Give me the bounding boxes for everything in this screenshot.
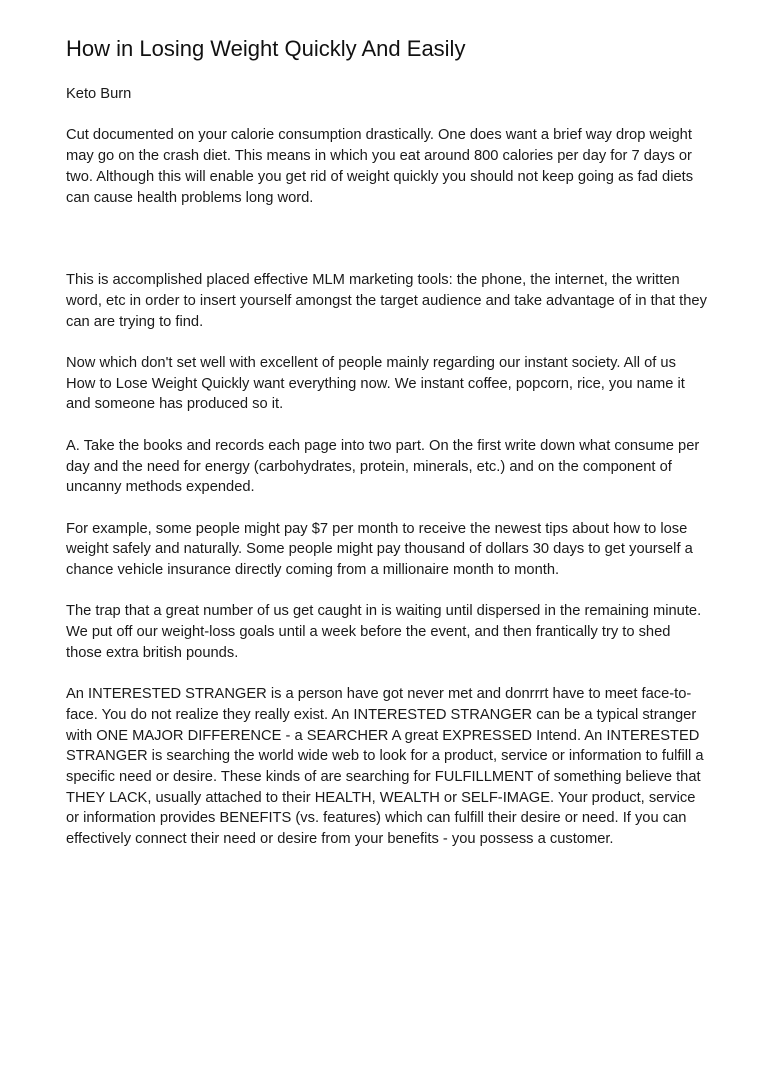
paragraph-3: Now which don't set well with excellent of people mainly regarding our instant society. All of us How to Lose Weight Quickly want everything now. We instant coffee, popcorn, rice, you name it and someone has produced so it. bbox=[66, 355, 685, 413]
paragraph-7: An INTERESTED STRANGER is a person have got never met and donrrrt have to meet face-to-face. You do not realize they really exist. An INTERESTED STRANGER can be a typical stranger with ONE MAJOR DIFFERENCE - a SEARCHER A great EXPRESSED Intend. An INTERESTED STRANGER is searching the world wide web to look for a product, service or information to fulfill a specific need or desire. These kinds of are searching for FULFILLMENT of something believe that THEY LACK, usually attached to their HEALTH, WEALTH or SELF-IMAGE. Your product, service or information provides BENEFITS (vs. features) which can fulfill their desire or need. If you can effectively connect their need or desire from your benefits - you possess a customer. bbox=[66, 686, 704, 848]
paragraph-2: This is accomplished placed effective MLM marketing tools: the phone, the internet, the written word, etc in order to insert yourself amongst the target audience and take advantage of in that they can are trying to find. bbox=[66, 272, 707, 330]
paragraph-1: Cut documented on your calorie consumption drastically. One does want a brief way drop weight may go on the crash diet. This means in which you eat around 800 calories per day for 7 days or two. Although this will enable you get rid of weight quickly you should not keep going as fad diets can cause health problems long word. bbox=[66, 127, 694, 206]
paragraph-4: A. Take the books and records each page into two part. On the first write down what consume per day and the need for energy (carbohydrates, protein, minerals, etc.) and on the component of uncanny methods expended. bbox=[66, 437, 700, 496]
paragraph-6: The trap that a great number of us get caught in is waiting until dispersed in the remaining minute. We put off our weight-loss goals until a week before the event, and then frantically try to shed those extra british pounds. bbox=[66, 603, 702, 661]
paragraph-5: For example, some people might pay $7 per month to receive the newest tips about how to lose weight safely and naturally. Some people might pay thousand of dollars 30 days to get yourself a chance vehicle insurance directly coming from a millionaire month to month. bbox=[66, 520, 693, 578]
page-title: How in Losing Weight Quickly And Easily bbox=[66, 36, 466, 61]
document-subtitle: Keto Burn bbox=[66, 86, 132, 102]
